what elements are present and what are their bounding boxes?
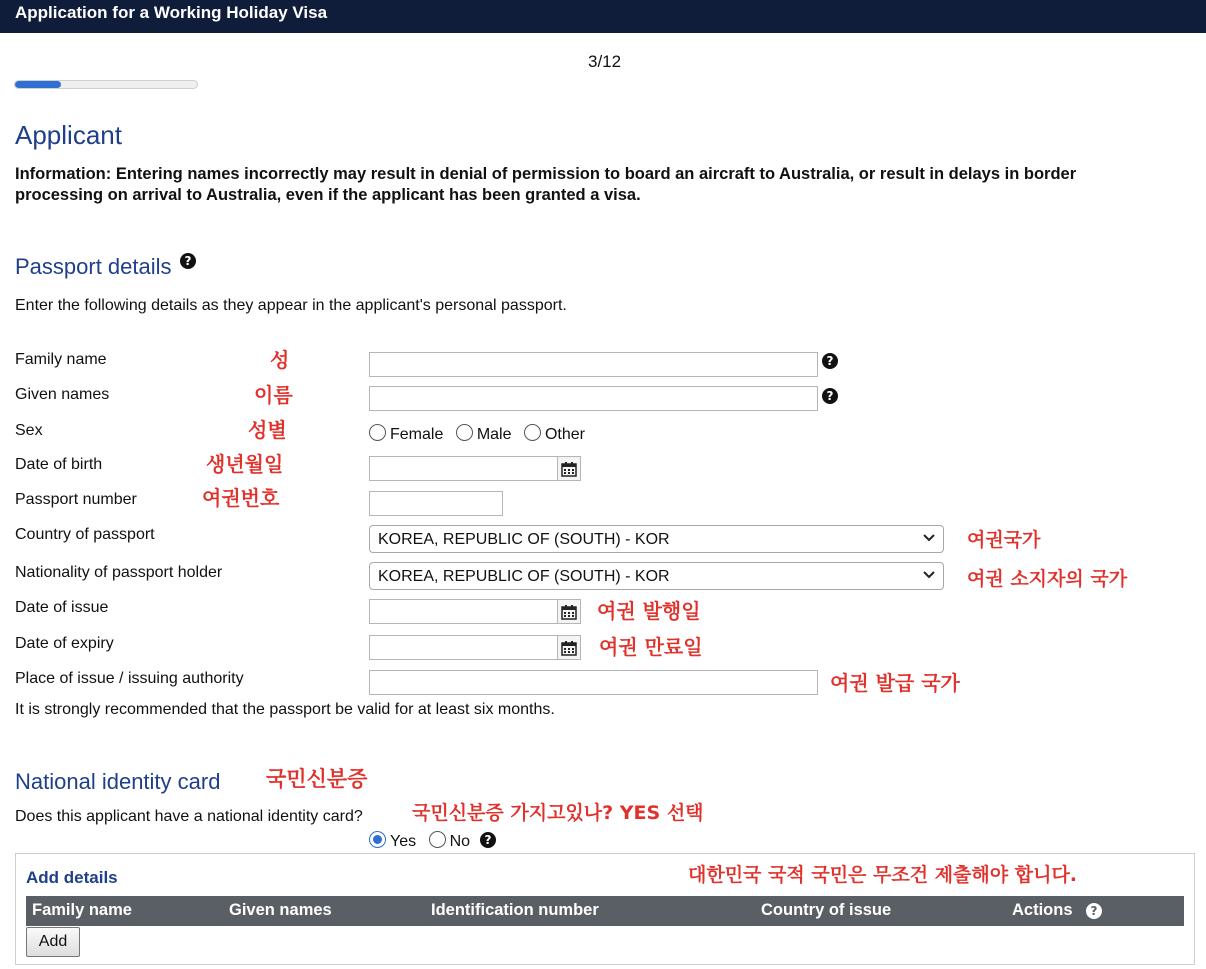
- applicant-heading: Applicant: [15, 120, 122, 150]
- question-circle-icon[interactable]: ?: [1086, 903, 1102, 919]
- national-id-yes-label: Yes: [390, 833, 417, 850]
- details-table-header: [26, 896, 1184, 926]
- country-select[interactable]: [369, 525, 944, 553]
- sex-male-label: Male: [476, 426, 512, 443]
- annotation-national-id-title: 국민신분증: [266, 767, 368, 791]
- place-of-issue-label: Place of issue / issuing authority: [15, 670, 244, 687]
- annotation-passport-number: 여권번호: [202, 486, 280, 510]
- annotation-sex: 성별: [248, 418, 287, 442]
- column-identification-number: Identification number: [431, 901, 599, 919]
- date-of-expiry-label: Date of expiry: [15, 635, 114, 652]
- column-actions: Actions: [1012, 901, 1073, 919]
- nationality-select[interactable]: [369, 562, 944, 590]
- national-id-no-radio[interactable]: [429, 831, 446, 848]
- national-id-heading: National identity card: [15, 769, 221, 794]
- annotation-national-id-note: 대한민국 국적 국민은 무조건 제출해야 합니다.: [688, 864, 1078, 886]
- annotation-country: 여권국가: [967, 529, 1041, 551]
- sex-other-label: Other: [544, 426, 585, 443]
- annotation-national-id-question: 국민신분증 가지고있나? YES 선택: [412, 802, 704, 824]
- national-id-question: Does this applicant have a national identity card?: [15, 808, 363, 825]
- annotation-date-of-expiry: 여권 만료일: [599, 635, 703, 659]
- given-names-input[interactable]: [369, 386, 818, 411]
- sex-male-radio[interactable]: [456, 424, 473, 441]
- chevron-down-icon: [923, 534, 935, 542]
- progress-bar: [14, 80, 198, 89]
- national-id-radio-group: [369, 831, 474, 851]
- add-details-heading: Add details: [26, 868, 118, 887]
- progress-fill: [15, 81, 61, 88]
- chevron-down-icon: [923, 571, 935, 579]
- place-of-issue-input[interactable]: [369, 670, 818, 695]
- calendar-icon[interactable]: [558, 599, 581, 624]
- info-message: Information: Entering names incorrectly may result in denial of permission to board an aircraft to Australia, or result in delays in border processing on arrival to Australia, even if the applicant has been granted a visa.: [15, 165, 1077, 204]
- sex-label: Sex: [15, 422, 43, 439]
- date-of-issue-label: Date of issue: [15, 599, 109, 616]
- column-country-of-issue: Country of issue: [761, 901, 892, 919]
- nationality-label: Nationality of passport holder: [15, 564, 223, 581]
- add-button[interactable]: Add: [26, 927, 80, 957]
- column-given-names: Given names: [229, 901, 332, 919]
- calendar-icon[interactable]: [558, 456, 581, 481]
- annotation-nationality: 여권 소지자의 국가: [967, 568, 1128, 590]
- sex-female-radio[interactable]: [369, 424, 386, 441]
- column-family-name: Family name: [32, 901, 132, 919]
- annotation-date-of-issue: 여권 발행일: [597, 599, 701, 623]
- question-circle-icon[interactable]: ?: [822, 353, 838, 369]
- date-of-expiry-input[interactable]: [369, 635, 558, 660]
- sex-radio-group: [369, 424, 593, 444]
- dob-input[interactable]: [369, 456, 558, 481]
- question-circle-icon[interactable]: ?: [180, 253, 196, 269]
- passport-number-label: Passport number: [15, 491, 137, 508]
- nationality-select-value: KOREA, REPUBLIC OF (SOUTH) - KOR: [378, 568, 670, 585]
- annotation-dob: 생년월일: [206, 452, 284, 476]
- national-id-no-label: No: [449, 833, 471, 850]
- calendar-icon[interactable]: [558, 635, 581, 660]
- country-select-value: KOREA, REPUBLIC OF (SOUTH) - KOR: [378, 531, 670, 548]
- passport-intro: Enter the following details as they appear in the applicant's personal passport.: [15, 297, 567, 314]
- passport-details-heading: Passport details: [15, 254, 172, 279]
- page-title: Application for a Working Holiday Visa: [15, 3, 328, 22]
- sex-other-radio[interactable]: [524, 424, 541, 441]
- country-label: Country of passport: [15, 526, 155, 543]
- dob-label: Date of birth: [15, 456, 103, 473]
- page-counter: 3/12: [588, 52, 622, 71]
- passport-validity-note: It is strongly recommended that the passport be valid for at least six months.: [15, 701, 555, 718]
- national-id-yes-radio[interactable]: [369, 831, 386, 848]
- date-of-issue-input[interactable]: [369, 599, 558, 624]
- annotation-given-names: 이름: [254, 383, 293, 407]
- question-circle-icon[interactable]: ?: [480, 832, 496, 848]
- family-name-label: Family name: [15, 351, 107, 368]
- question-circle-icon[interactable]: ?: [822, 388, 838, 404]
- national-id-details-panel: [15, 853, 1195, 965]
- annotation-family-name: 성: [270, 348, 290, 372]
- title-bar: [0, 0, 1206, 33]
- passport-number-input[interactable]: [369, 491, 503, 516]
- sex-female-label: Female: [390, 426, 444, 443]
- given-names-label: Given names: [15, 386, 110, 403]
- annotation-place-of-issue: 여권 발급 국가: [830, 671, 960, 695]
- family-name-input[interactable]: [369, 352, 818, 377]
